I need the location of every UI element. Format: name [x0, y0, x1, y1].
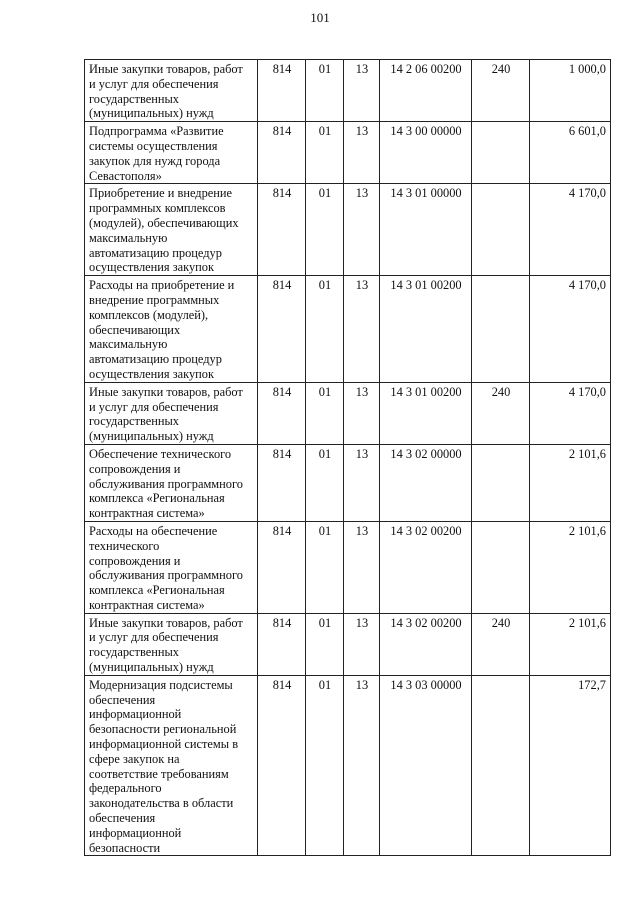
cell-name: Иные закупки товаров, работ и услуг для обеспечения государственных (муниципальных) нужд	[85, 613, 258, 675]
cell-name: Иные закупки товаров, работ и услуг для обеспечения государственных (муниципальных) нужд	[85, 382, 258, 444]
cell-vr	[472, 276, 530, 383]
cell-pr: 13	[344, 675, 380, 856]
cell-rz: 01	[306, 675, 344, 856]
cell-sum: 4 170,0	[530, 184, 611, 276]
cell-rz: 01	[306, 60, 344, 122]
cell-ved: 814	[258, 675, 306, 856]
cell-csr: 14 2 06 00200	[380, 60, 472, 122]
cell-pr: 13	[344, 613, 380, 675]
cell-sum: 4 170,0	[530, 276, 611, 383]
cell-ved: 814	[258, 122, 306, 184]
cell-csr: 14 3 02 00200	[380, 613, 472, 675]
table-row	[85, 60, 611, 122]
cell-sum: 2 101,6	[530, 613, 611, 675]
table-row	[85, 675, 611, 856]
cell-csr: 14 3 01 00200	[380, 382, 472, 444]
cell-vr: 240	[472, 60, 530, 122]
cell-sum: 2 101,6	[530, 521, 611, 613]
cell-ved: 814	[258, 276, 306, 383]
cell-ved: 814	[258, 521, 306, 613]
cell-ved: 814	[258, 613, 306, 675]
cell-pr: 13	[344, 60, 380, 122]
cell-name: Модернизация подсистемы обеспечения информационной безопасности региональной информационной системы в сфере закупок на соответствие требованиям федерального законодательства в области обеспечения информационной безопасности	[85, 675, 258, 856]
cell-vr	[472, 122, 530, 184]
cell-rz: 01	[306, 444, 344, 521]
table-row	[85, 613, 611, 675]
cell-name: Расходы на обеспечение технического сопровождения и обслуживания программного комплекса «Региональная контрактная система»	[85, 521, 258, 613]
cell-sum: 6 601,0	[530, 122, 611, 184]
cell-vr	[472, 184, 530, 276]
cell-name: Приобретение и внедрение программных комплексов (модулей), обеспечивающих максимальную автоматизацию процедур осуществления закупок	[85, 184, 258, 276]
cell-ved: 814	[258, 60, 306, 122]
cell-pr: 13	[344, 276, 380, 383]
cell-vr: 240	[472, 382, 530, 444]
cell-name: Расходы на приобретение и внедрение программных комплексов (модулей), обеспечивающих максимальную автоматизацию процедур осуществления закупок	[85, 276, 258, 383]
table-row	[85, 276, 611, 383]
cell-vr	[472, 675, 530, 856]
budget-table	[84, 59, 611, 856]
cell-csr: 14 3 02 00200	[380, 521, 472, 613]
table-row	[85, 184, 611, 276]
cell-pr: 13	[344, 122, 380, 184]
cell-csr: 14 3 02 00000	[380, 444, 472, 521]
cell-sum: 4 170,0	[530, 382, 611, 444]
cell-pr: 13	[344, 184, 380, 276]
cell-rz: 01	[306, 122, 344, 184]
cell-ved: 814	[258, 382, 306, 444]
cell-name: Обеспечение технического сопровождения и обслуживания программного комплекса «Региональная контрактная система»	[85, 444, 258, 521]
cell-ved: 814	[258, 444, 306, 521]
cell-csr: 14 3 03 00000	[380, 675, 472, 856]
cell-rz: 01	[306, 184, 344, 276]
cell-vr: 240	[472, 613, 530, 675]
cell-sum: 172,7	[530, 675, 611, 856]
cell-pr: 13	[344, 444, 380, 521]
cell-csr: 14 3 00 00000	[380, 122, 472, 184]
cell-name: Подпрограмма «Развитие системы осуществления закупок для нужд города Севастополя»	[85, 122, 258, 184]
table-row	[85, 444, 611, 521]
cell-name: Иные закупки товаров, работ и услуг для обеспечения государственных (муниципальных) нужд	[85, 60, 258, 122]
table-row	[85, 122, 611, 184]
page-number: 101	[310, 10, 330, 25]
cell-rz: 01	[306, 521, 344, 613]
cell-sum: 1 000,0	[530, 60, 611, 122]
cell-csr: 14 3 01 00000	[380, 184, 472, 276]
cell-csr: 14 3 01 00200	[380, 276, 472, 383]
table-body	[85, 60, 611, 856]
cell-pr: 13	[344, 521, 380, 613]
cell-rz: 01	[306, 613, 344, 675]
cell-vr	[472, 521, 530, 613]
cell-rz: 01	[306, 382, 344, 444]
table-row	[85, 521, 611, 613]
cell-ved: 814	[258, 184, 306, 276]
cell-rz: 01	[306, 276, 344, 383]
cell-pr: 13	[344, 382, 380, 444]
cell-vr	[472, 444, 530, 521]
table-row	[85, 382, 611, 444]
cell-sum: 2 101,6	[530, 444, 611, 521]
